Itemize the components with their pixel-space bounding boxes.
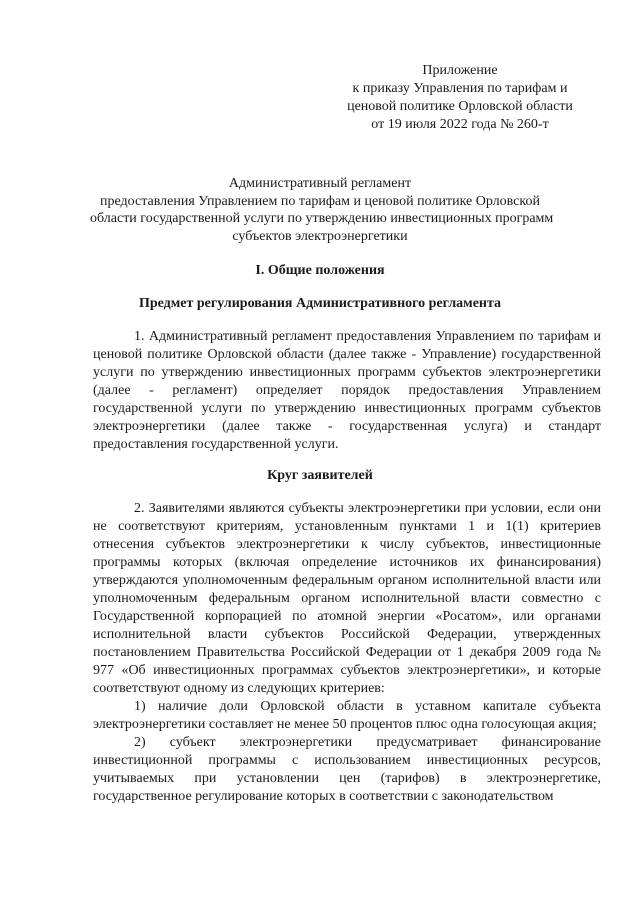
- paragraph-1: [93, 328, 601, 454]
- paragraph-text: 2. Заявителями являются субъекты электроэнергетики при условии, если они не соответствуют критериям, установленным пунктами 1 и 1(1) критериев отнесения субъектов электроэнергетики к числу субъектов, инвестиционные программы которых (включая определение источников их финансирования) утверждаются уполномоченным федеральным органом исполнительной власти или уполномоченным федеральным органом исполнительной власти совместно с Государственной корпорацией по атомной энергии «Росатом», или органами исполнительной власти субъектов Российской Федерации, утвержденных постановлением Правительства Российской Федерации от 1 декабря 2009 года № 977 «Об инвестиционных программах субъектов электроэнергетики», и которые соответствуют одному из следующих критериев:: [93, 501, 601, 696]
- title-line: субъектов электроэнергетики: [232, 228, 408, 244]
- criteria-item-1: 1) наличие доли Орловской области в уставном капитале субъекта электроэнергетики составляет не менее 50 процентов плюс одна голосующая акция;: [93, 699, 601, 732]
- document-title: [90, 175, 554, 245]
- appendix-line: ценовой политике Орловской области: [347, 99, 573, 114]
- title-line: области государственной услуги по утверждению инвестиционных программ: [90, 211, 554, 226]
- appendix-line: Приложение: [422, 63, 498, 78]
- appendix-line: от 19 июля 2022 года № 260-т: [371, 117, 549, 132]
- section-heading-general: I. Общие положения: [255, 263, 385, 278]
- title-line: Административный регламент: [228, 176, 412, 191]
- section-heading-subject: Предмет регулирования Административного регламента: [138, 296, 502, 311]
- paragraph-text: 1. Административный регламент предоставления Управлением по тарифам и ценовой политике Орловской области (далее также - Управление) государственной услуги по утверждению инвестиционных программ субъектов электроэнергетики (далее - регламент) определяет порядок предоставления Управлением государственной услуги по утверждению инвестиционных программ субъектов электроэнергетики (далее также - государственная услуга) и стандарт предоставления государственной услуги.: [93, 329, 601, 452]
- title-line: предоставления Управлением по тарифам и ценовой политике Орловской: [100, 193, 540, 209]
- paragraph-2: [93, 500, 601, 806]
- appendix-header: [330, 62, 590, 134]
- appendix-line: к приказу Управления по тарифам и: [352, 81, 568, 96]
- section-heading-applicants: Круг заявителей: [267, 468, 373, 483]
- criteria-item-2: 2) субъект электроэнергетики предусматривает финансирование инвестиционной программы с использованием инвестиционных ресурсов, учитываемых при установлении цен (тарифов) в электроэнергетике, государственное регулирование которых в соответствии с законодательством: [93, 735, 601, 804]
